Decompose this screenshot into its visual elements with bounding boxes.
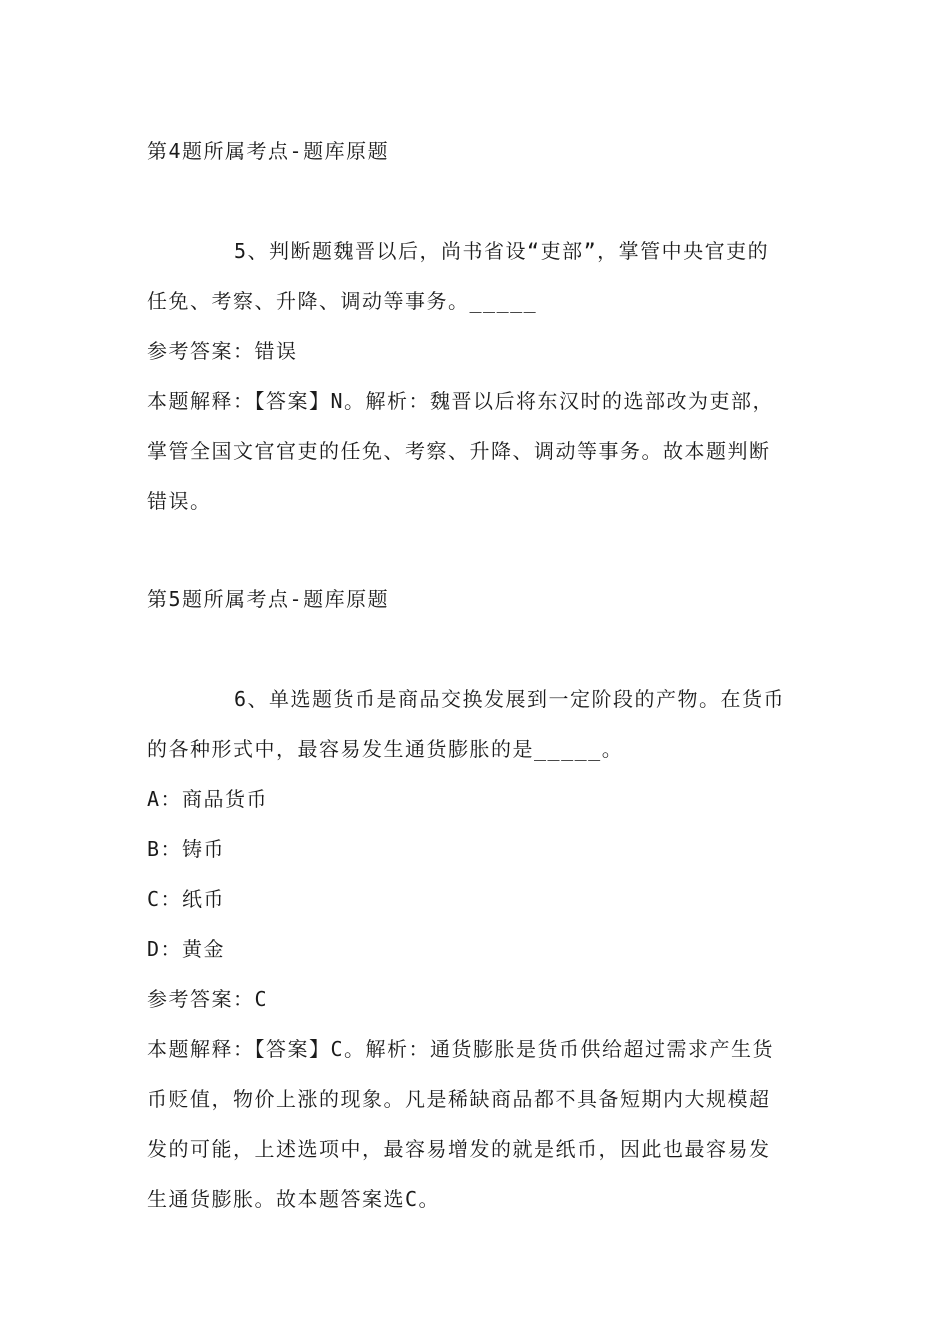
q5-answer: 参考答案：错误 — [147, 339, 298, 363]
q5-explanation-line-1: 本题解释：【答案】N。解析：魏晋以后将东汉时的选部改为吏部， — [147, 389, 775, 413]
q6-option-a: A：商品货币 — [147, 787, 269, 811]
q6-stem-line-2: 的各种形式中，最容易发生通货膨胀的是_____。 — [147, 737, 624, 761]
q6-option-c: C：纸币 — [147, 887, 226, 911]
q5-explanation-line-2: 掌管全国文官官吏的任免、考察、升降、调动等事务。故本题判断 — [147, 439, 771, 463]
q6-explanation-line-4: 生通货膨胀。故本题答案选C。 — [147, 1187, 441, 1211]
q5-stem-line-1: 5、判断题魏晋以后，尚书省设“吏部”，掌管中央官吏的 — [234, 239, 770, 263]
q5-explanation-line-3: 错误。 — [147, 489, 212, 513]
q5-stem-line-2: 任免、考察、升降、调动等事务。_____ — [147, 289, 538, 313]
q5-topic-footer: 第5题所属考点-题库原题 — [147, 587, 390, 611]
q6-explanation-line-1: 本题解释：【答案】C。解析：通货膨胀是货币供给超过需求产生货 — [147, 1037, 775, 1061]
q4-topic-footer: 第4题所属考点-题库原题 — [147, 139, 390, 163]
q6-option-d: D：黄金 — [147, 937, 226, 961]
q6-stem-line-1: 6、单选题货币是商品交换发展到一定阶段的产物。在货币 — [234, 687, 786, 711]
q6-explanation-line-3: 发的可能，上述选项中，最容易增发的就是纸币，因此也最容易发 — [147, 1137, 771, 1161]
q6-explanation-line-2: 币贬值，物价上涨的现象。凡是稀缺商品都不具备短期内大规模超 — [147, 1087, 771, 1111]
q6-answer: 参考答案：C — [147, 987, 269, 1011]
q6-option-b: B：铸币 — [147, 837, 226, 861]
